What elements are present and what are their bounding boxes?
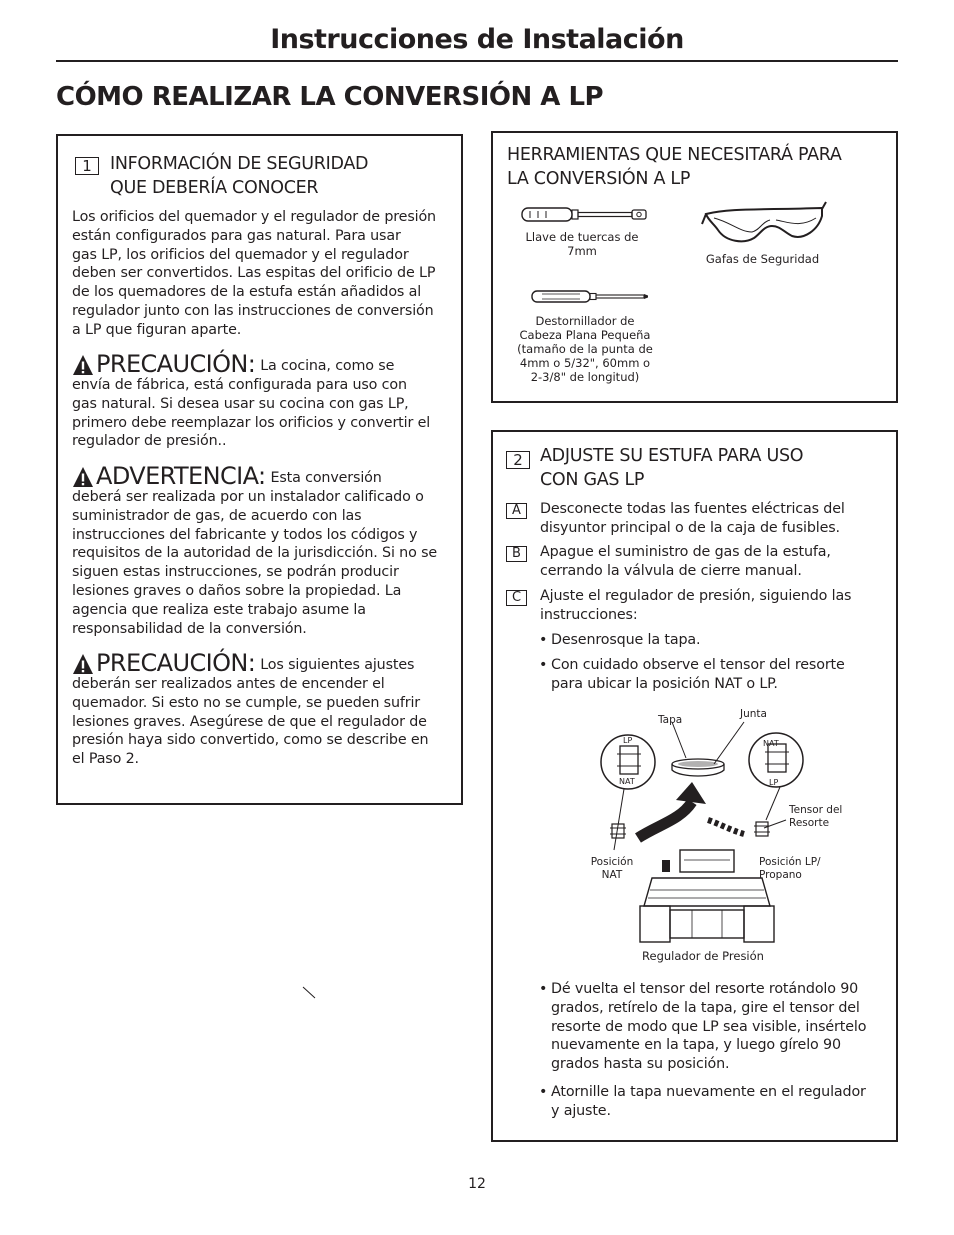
- caption-line: Cabeza Plana Pequeña: [519, 328, 651, 342]
- text-line: gas LP, los orificios del quemador y el regulador: [72, 246, 409, 263]
- bullet-dot: •: [539, 657, 548, 673]
- text-line: Los orificios del quemador y el regulador de presión: [72, 209, 436, 225]
- adjust-heading: [540, 444, 803, 492]
- text-line: Dé vuelta el tensor del resorte rotándolo 90: [551, 981, 859, 997]
- caption-line: (tamaño de la punta de: [517, 342, 653, 356]
- tools-heading-line: HERRAMIENTAS QUE NECESITARÁ PARA: [507, 145, 842, 165]
- step-letter-c: C: [506, 590, 527, 606]
- text-line: Apague el suministro de gas de la estufa,: [540, 544, 831, 560]
- warning-triangle-icon: [72, 653, 94, 675]
- label-line: Posición LP/: [759, 856, 821, 868]
- safety-heading-line: INFORMACIÓN DE SEGURIDAD: [110, 154, 369, 174]
- caution-text-first: Los siguientes ajustes: [260, 657, 415, 674]
- step-b-text: [540, 543, 831, 581]
- safety-heading: [110, 152, 368, 200]
- caution-paragraph-1: [72, 349, 430, 451]
- caption-line: Llave de tuercas de: [525, 230, 639, 244]
- text-line: regulador de presión..: [72, 433, 227, 450]
- label-line: NAT: [601, 869, 623, 881]
- page-title: CÓMO REALIZAR LA CONVERSIÓN A LP: [56, 82, 604, 112]
- text-line: cerrando la válvula de cierre manual.: [540, 562, 802, 579]
- caution-text-first: La cocina, como se: [260, 358, 395, 375]
- section-header-title: Instrucciones de Instalación: [270, 24, 684, 55]
- warning-text-first: Esta conversión: [270, 470, 382, 487]
- nut-driver-icon: [520, 202, 652, 228]
- caption-line: 4mm o 5/32", 60mm o: [519, 356, 651, 370]
- step-c-text: [540, 587, 851, 625]
- text-line: primero debe reemplazar los orificios y convertir el: [72, 414, 431, 431]
- lp-position-label: [759, 856, 821, 882]
- text-line: Desenrosque la tapa.: [551, 632, 701, 648]
- label-line: Propano: [759, 869, 802, 881]
- text-line: envía de fábrica, está configurada para uso con: [72, 377, 407, 393]
- safety-goggles-caption: Gafas de Seguridad: [705, 252, 820, 266]
- bullet-item-1: [539, 631, 889, 650]
- caption-line: 2-3/8" de longitud): [530, 370, 640, 384]
- caution-label: PRECAUCIÓN:: [96, 350, 256, 378]
- header-rule: [56, 60, 898, 62]
- nut-driver-caption: [507, 230, 657, 258]
- bullet-item-4: [539, 1083, 889, 1121]
- text-line: disyuntor principal o de la caja de fusibles.: [540, 519, 840, 536]
- step-number-2: 2: [506, 451, 530, 469]
- nat-marker-label: NAT: [763, 739, 779, 748]
- text-line: para ubicar la posición NAT o LP.: [551, 675, 778, 692]
- text-line: están configurados para gas natural. Para usar: [72, 227, 401, 244]
- text-line: requisitos de la autoridad de la jurisdicción. Si no se: [72, 545, 438, 562]
- bullet-item-3: [539, 980, 889, 1074]
- page-number: 12: [468, 1176, 486, 1192]
- text-line: instrucciones:: [540, 606, 638, 623]
- pressure-regulator-label: Regulador de Presión: [642, 949, 764, 963]
- warning-triangle-icon: [72, 466, 94, 488]
- text-line: responsabilidad de la conversión.: [72, 620, 307, 637]
- label-line: Tensor del: [789, 804, 843, 816]
- warning-triangle-icon: [72, 354, 94, 376]
- step-letter-a: A: [506, 503, 527, 519]
- bullet-dot: •: [539, 1084, 548, 1100]
- text-line: deben ser convertidos. Las espitas del orificio de LP: [72, 265, 436, 282]
- nat-position-label: [584, 856, 640, 882]
- text-line: Con cuidado observe el tensor del resorte: [551, 657, 845, 673]
- bullet-dot: •: [539, 981, 548, 997]
- text-line: Ajuste el regulador de presión, siguiendo las: [540, 588, 852, 604]
- caption-line: 7mm: [567, 244, 597, 258]
- cap-label: Tapa: [658, 714, 683, 726]
- text-line: resorte de modo que LP sea visible, insértelo: [551, 1018, 867, 1035]
- step-a-text: [540, 500, 845, 538]
- tools-heading-line: LA CONVERSIÓN A LP: [507, 169, 691, 189]
- lp-marker-label: LP: [769, 778, 779, 787]
- safety-heading-line: QUE DEBERÍA CONOCER: [110, 178, 319, 198]
- spring-tensor-label: [789, 804, 842, 830]
- text-line: y ajuste.: [551, 1102, 611, 1119]
- text-line: el Paso 2.: [72, 751, 139, 768]
- text-line: Atornille la tapa nuevamente en el regulador: [551, 1084, 866, 1100]
- text-line: regulador junto con las instrucciones de conversión: [72, 302, 434, 319]
- step-letter-b: B: [506, 546, 527, 562]
- caution-paragraph-2: [72, 648, 428, 769]
- step-number-1: 1: [75, 157, 99, 175]
- text-line: gas natural. Si desea usar su cocina con gas LP,: [72, 395, 409, 412]
- stray-mark: [300, 985, 320, 1001]
- text-line: a LP que figuran aparte.: [72, 321, 242, 338]
- warning-label: ADVERTENCIA:: [96, 462, 266, 490]
- text-line: deberán ser realizados antes de encender el: [72, 676, 385, 692]
- text-line: nuevamente en la tapa, y luego gírelo 90: [551, 1037, 841, 1054]
- text-line: de los quemadores de la estufa están añadidos al: [72, 284, 422, 301]
- bullet-item-2: [539, 656, 889, 694]
- text-line: deberá ser realizada por un instalador calificado o: [72, 489, 424, 505]
- warning-paragraph: [72, 461, 437, 638]
- screwdriver-caption: [507, 314, 663, 384]
- nat-marker-label: NAT: [619, 777, 635, 786]
- safety-intro-paragraph: [72, 208, 436, 340]
- tools-heading: [507, 143, 842, 191]
- caption-line: Destornillador de: [535, 314, 635, 328]
- screwdriver-icon: [530, 287, 652, 307]
- gasket-label: Junta: [740, 708, 767, 720]
- lp-marker-label: LP: [623, 736, 633, 745]
- text-line: grados hasta su posición.: [551, 1056, 730, 1073]
- text-line: quemador. Si esto no se cumple, se pueden sufrir: [72, 694, 421, 711]
- label-line: Resorte: [789, 817, 830, 829]
- adjust-heading-line: CON GAS LP: [540, 470, 645, 490]
- label-line: Posición: [590, 856, 634, 868]
- text-line: lesiones graves. Asegúrese de que el regulador de: [72, 713, 427, 730]
- up-arrow-icon: [638, 802, 692, 838]
- text-line: suministrador de gas, de acuerdo con las: [72, 507, 362, 524]
- text-line: presión haya sido convertido, como se describe en: [72, 732, 429, 749]
- text-line: agencia que realiza este trabajo asume la: [72, 601, 366, 618]
- safety-goggles-icon: [700, 200, 828, 252]
- text-line: siguen estas instrucciones, se podrán producir: [72, 564, 399, 581]
- caution-label: PRECAUCIÓN:: [96, 649, 256, 677]
- text-line: lesiones graves o daños sobre la propiedad. La: [72, 582, 402, 599]
- bullet-dot: •: [539, 632, 548, 648]
- text-line: grados, retírelo de la tapa, gire el tensor del: [551, 999, 860, 1016]
- text-line: instrucciones del fabricante y todos los códigos y: [72, 526, 418, 543]
- text-line: Desconecte todas las fuentes eléctricas del: [540, 501, 845, 517]
- adjust-heading-line: ADJUSTE SU ESTUFA PARA USO: [540, 446, 804, 466]
